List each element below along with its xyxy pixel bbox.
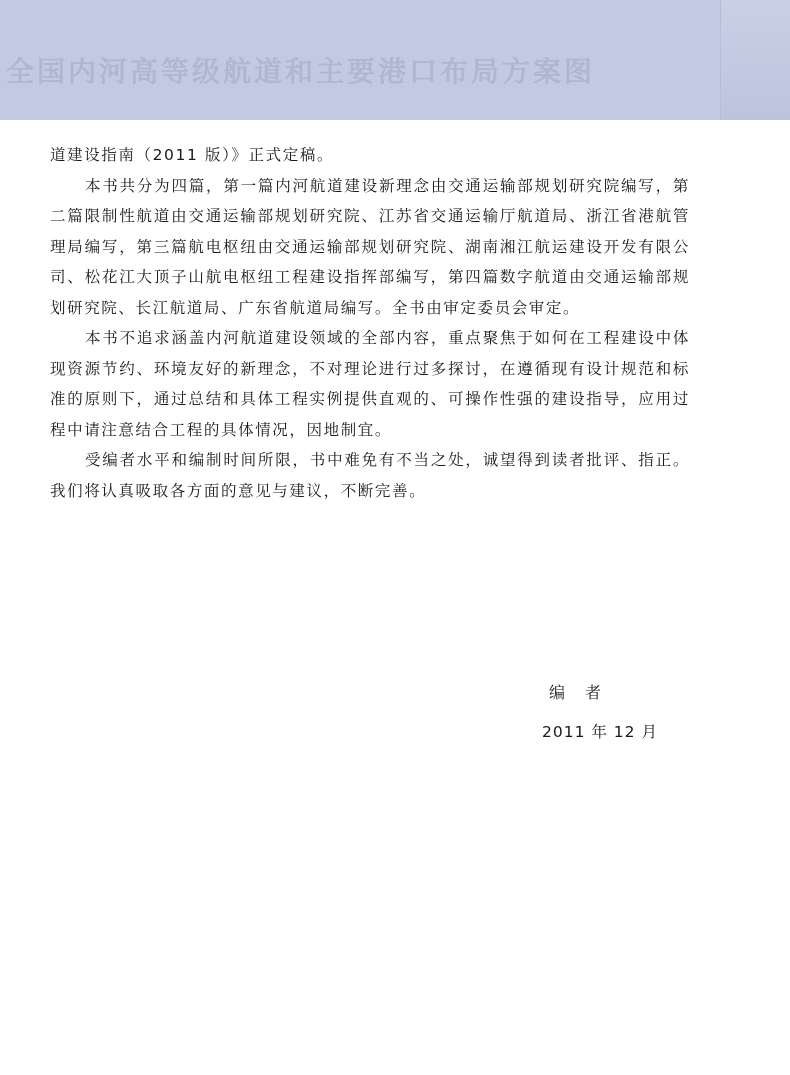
header-band-title: 全国内河高等级航道和主要港口布局方案图 xyxy=(6,55,596,88)
signature-author: 编 者 xyxy=(549,683,604,702)
paragraph-scope: 本书不追求涵盖内河航道建设领域的全部内容，重点聚焦于如何在工程建设中体现资源节约、环境友好的新理念，不对理论进行过多探讨，在遵循现有设计规范和标准的原则下，通过总结和具体工程实例提供直观的、可操作性强的建设指导，应用过程中请注意结合工程的具体情况，因地制宜。 xyxy=(50,329,690,439)
signature-date: 2011 年 12 月 xyxy=(542,723,658,741)
paragraph-structure: 本书共分为四篇，第一篇内河航道建设新理念由交通运输部规划研究院编写，第二篇限制性航道由交通运输部规划研究院、江苏省交通运输厅航道局、浙江省港航管理局编写，第三篇航电枢纽由交通运输部规划研究院、湖南湘江航运建设开发有限公司、松花江大顶子山航电枢纽工程建设指挥部编写，第四篇数字航道由交通运输部规划研究院、长江航道局、广东省航道局编写。全书由审定委员会审定。 xyxy=(50,176,690,317)
paragraph-acknowledgement: 受编者水平和编制时间所限，书中难免有不当之处，诚望得到读者批评、指正。我们将认真吸取各方面的意见与建议，不断完善。 xyxy=(50,451,690,500)
header-band xyxy=(0,0,790,120)
page-body xyxy=(50,140,690,506)
paragraph-continuation: 道建设指南（2011 版）》正式定稿。 xyxy=(50,146,335,164)
